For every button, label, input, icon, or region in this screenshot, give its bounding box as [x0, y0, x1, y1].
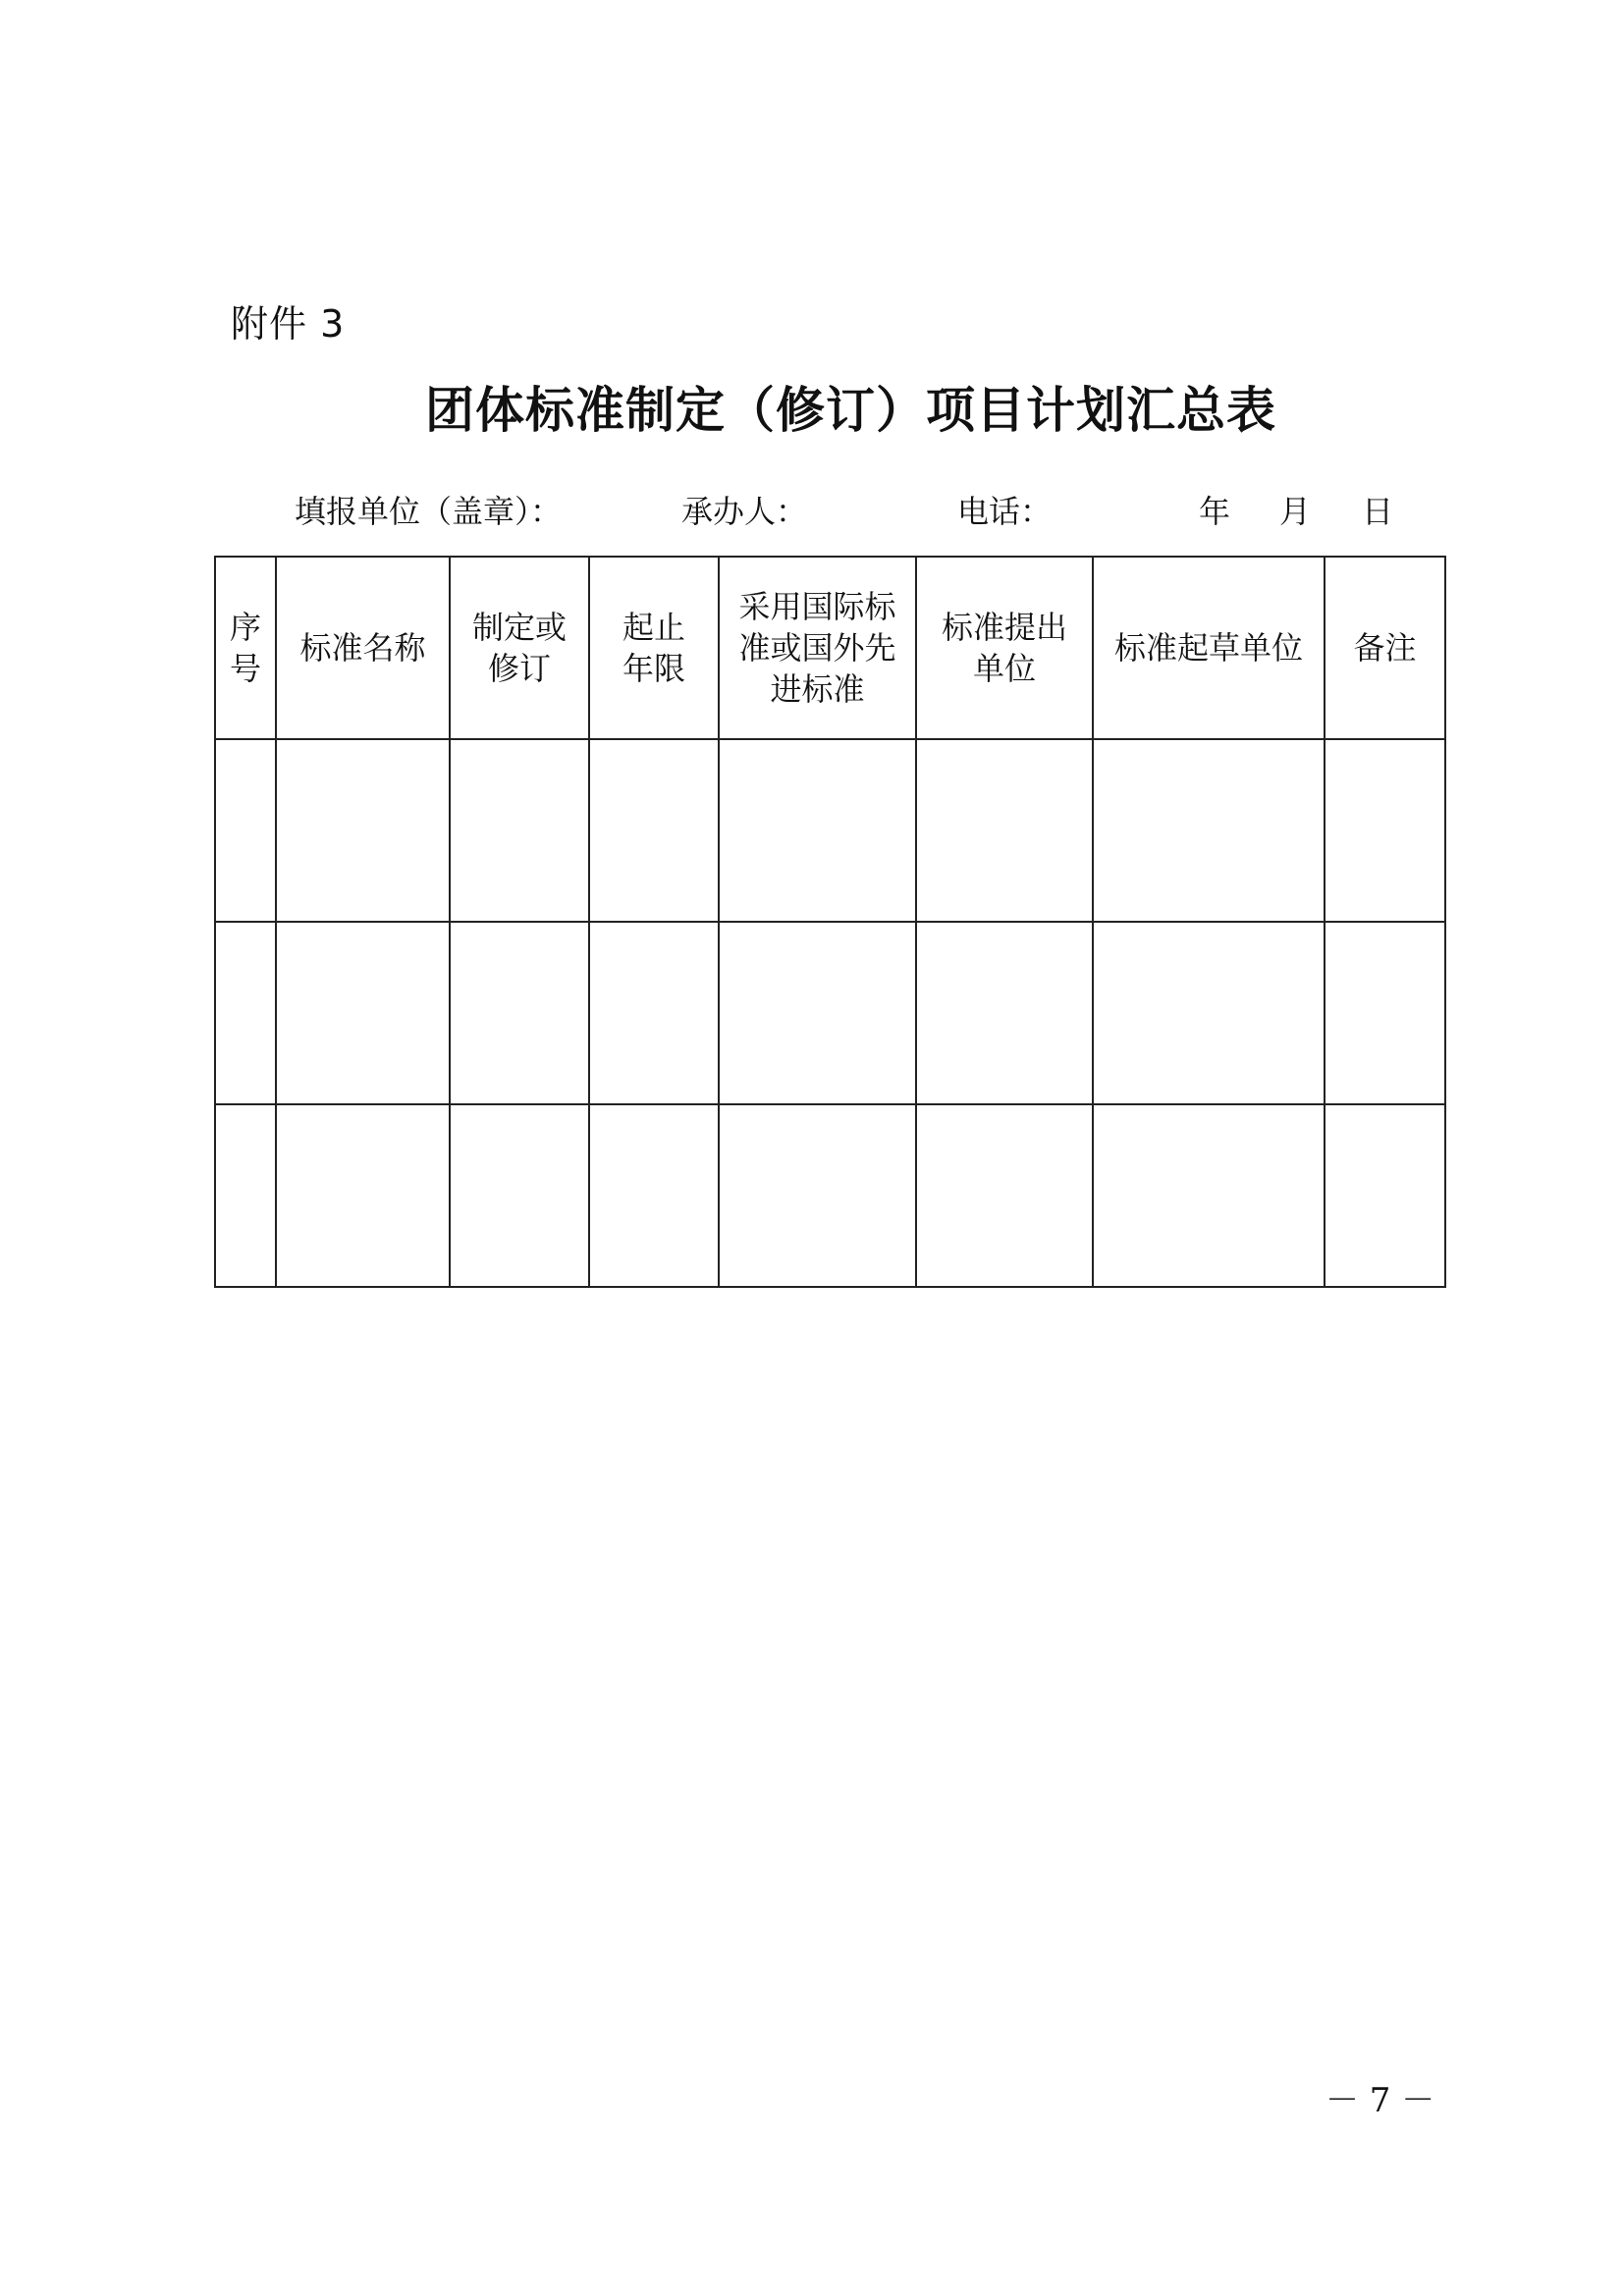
- table-row: [215, 1104, 1445, 1287]
- table-cell[interactable]: [450, 739, 589, 922]
- table-cell[interactable]: [276, 739, 450, 922]
- table-row: [215, 739, 1445, 922]
- header-serial-number: 序号: [215, 557, 276, 739]
- table-row: [215, 922, 1445, 1104]
- document-title: 团体标准制定（修订）项目计划汇总表: [425, 382, 1276, 439]
- table-cell[interactable]: [1325, 739, 1445, 922]
- table-header-row: [215, 557, 1445, 739]
- header-period: 起止年限: [589, 557, 719, 739]
- table-cell[interactable]: [1093, 922, 1325, 1104]
- phone-label: 电话：: [957, 493, 1053, 530]
- table-cell[interactable]: [916, 739, 1093, 922]
- header-remarks: 备注: [1325, 557, 1445, 739]
- table-cell[interactable]: [916, 1104, 1093, 1287]
- table-cell[interactable]: [719, 1104, 916, 1287]
- reporting-unit-label: 填报单位（盖章）：: [295, 493, 563, 530]
- table-cell[interactable]: [1325, 922, 1445, 1104]
- table-cell[interactable]: [589, 739, 719, 922]
- plan-summary-table: [214, 556, 1446, 1288]
- header-establish-or-revise: 制定或修订: [450, 557, 589, 739]
- table-cell[interactable]: [276, 922, 450, 1104]
- table-cell[interactable]: [450, 1104, 589, 1287]
- table-cell[interactable]: [589, 1104, 719, 1287]
- table-cell[interactable]: [215, 1104, 276, 1287]
- table-cell[interactable]: [719, 922, 916, 1104]
- day-label: 日: [1362, 493, 1394, 530]
- header-adopted-standard: 采用国际标准或国外先进标准: [719, 557, 916, 739]
- table-cell[interactable]: [1093, 739, 1325, 922]
- table-cell[interactable]: [1093, 1104, 1325, 1287]
- table-cell[interactable]: [215, 922, 276, 1104]
- table-cell[interactable]: [215, 739, 276, 922]
- month-label: 月: [1279, 493, 1312, 530]
- table-cell[interactable]: [1325, 1104, 1445, 1287]
- table-cell[interactable]: [276, 1104, 450, 1287]
- table-cell[interactable]: [450, 922, 589, 1104]
- table-cell[interactable]: [916, 922, 1093, 1104]
- attachment-label: 附件 3: [231, 302, 346, 346]
- year-label: 年: [1199, 493, 1231, 530]
- header-standard-name: 标准名称: [276, 557, 450, 739]
- table-cell[interactable]: [719, 739, 916, 922]
- table-cell[interactable]: [589, 922, 719, 1104]
- page-number: － 7 －: [1325, 2081, 1435, 2120]
- handler-label: 承办人：: [681, 493, 808, 530]
- header-drafting-unit: 标准起草单位: [1093, 557, 1325, 739]
- header-proposing-unit: 标准提出单位: [916, 557, 1093, 739]
